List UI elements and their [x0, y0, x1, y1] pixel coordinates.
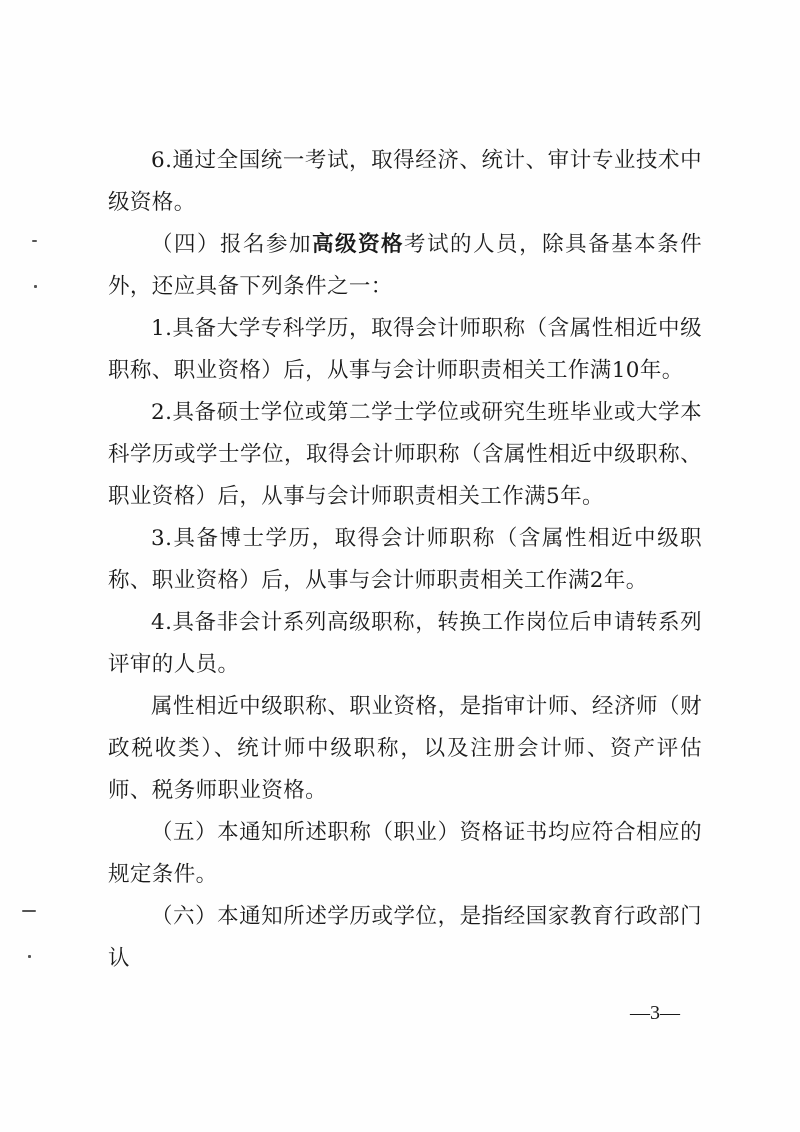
document-body: [108, 140, 702, 980]
section-4-suffix: 考试的人员，除具备基本条件外，还应具备下列条件之一：: [108, 232, 702, 299]
paragraph-item-2: 2.具备硕士学位或第二学士学位或研究生班毕业或大学本科学历或学士学位，取得会计师职称（含属性相近中级职称、职业资格）后，从事与会计师职责相关工作满5年。: [108, 400, 702, 509]
paragraph-note: 属性相近中级职称、职业资格，是指审计师、经济师（财政税收类）、统计师中级职称，以及注册会计师、资产评估师、税务师职业资格。: [108, 694, 702, 803]
scan-speck: [32, 240, 37, 242]
paragraph-item-1: 1.具备大学专科学历，取得会计师职称（含属性相近中级职称、职业资格）后，从事与会计师职责相关工作满10年。: [108, 316, 702, 383]
page-number: —3—: [630, 1002, 680, 1024]
paragraph-section-5: （五）本通知所述职称（职业）资格证书均应符合相应的规定条件。: [108, 820, 702, 887]
paragraph-item-3: 3.具备博士学历，取得会计师职称（含属性相近中级职称、职业资格）后，从事与会计师职责相关工作满2年。: [108, 526, 702, 593]
paragraph-section-6: （六）本通知所述学历或学位，是指经国家教育行政部门认: [108, 904, 702, 971]
scan-speck: [22, 910, 36, 912]
paragraph-item-4: 4.具备非会计系列高级职称，转换工作岗位后申请转系列评审的人员。: [108, 610, 702, 677]
paragraph-item-6: 6.通过全国统一考试，取得经济、统计、审计专业技术中级资格。: [108, 148, 702, 215]
section-4-prefix: （四）报名参加: [151, 232, 313, 257]
section-4-bold-term: 高级资格: [312, 232, 405, 257]
scan-speck: [28, 955, 31, 958]
scan-speck: [34, 285, 37, 288]
paragraph-section-4: [108, 224, 702, 308]
